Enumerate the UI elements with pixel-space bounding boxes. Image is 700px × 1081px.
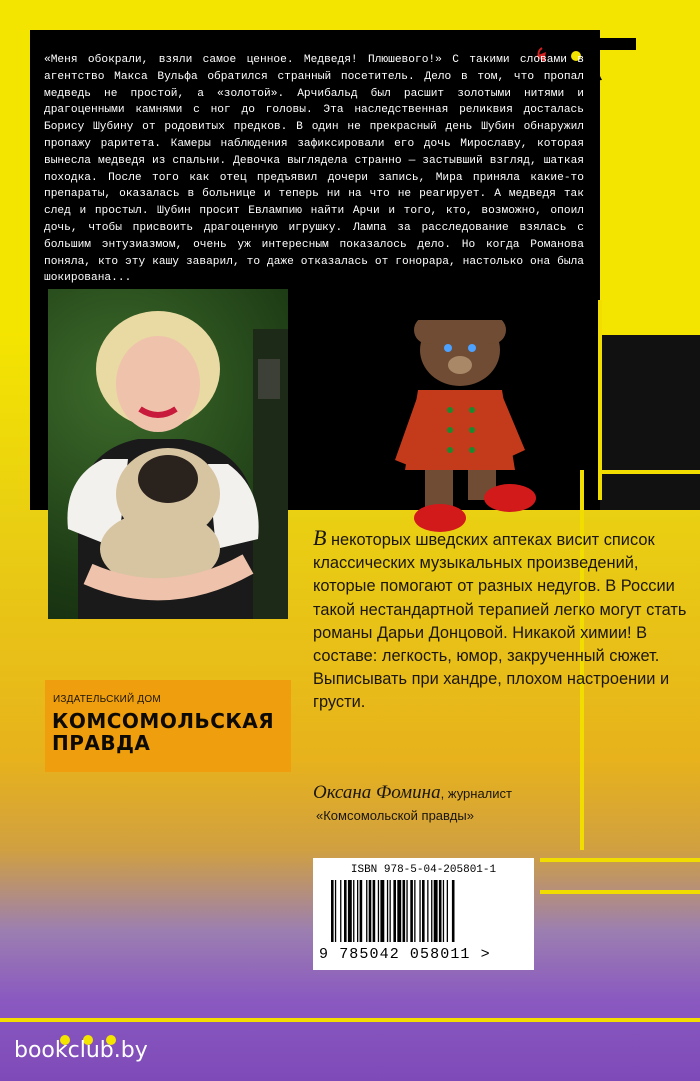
horizontal-stripe bbox=[540, 858, 700, 862]
horizontal-stripe bbox=[540, 890, 700, 894]
quote-dropcap: В bbox=[313, 525, 327, 550]
publisher-name-line1: КОМСОМОЛЬСКАЯ bbox=[52, 709, 275, 733]
black-accent-block bbox=[600, 335, 700, 510]
review-quote bbox=[313, 526, 693, 715]
isbn-number: ISBN 978-5-04-205801-1 bbox=[350, 864, 497, 876]
publisher-logo bbox=[45, 680, 291, 772]
barcode-digits: 9 785042 058011 > bbox=[319, 946, 491, 963]
publisher-name bbox=[52, 710, 274, 754]
quote-author-role: , журналист bbox=[440, 786, 512, 801]
site-watermark: bookclub.by bbox=[14, 1038, 148, 1063]
author-photo bbox=[48, 289, 288, 619]
horizontal-stripe bbox=[600, 470, 700, 474]
synopsis-text: «Меня обокрали, взяли самое ценное. Медведя! Плюшевого!» С такими словами в агентство Макса Вульфа обратился странный посетитель. Дело в том, что пропал медведь не простой, а «золотой». Арчибальд был расшит золотыми нитями и драгоценными камнями с ног до головы. Эта наследственная реликвия досталась Борису Шубину от родовитых предков. В один не прекрасный день Шубин обнаружил пропажу раритета. Камеры наблюдения зафиксировали его дочь Мирославу, которая вынесла медведя из спальни. Девочка выглядела странно — застывший взгляд, шаткая походка. После того как отец предъявил дочери запись, Мира приняла какие-то препараты, оказалась в больнице и теперь ни на что не реагирует. А медведя так след и простыл. Шубин просит Евлампию найти Арчи и того, кто, возможно, опоил дочь, чтобы присвоить драгоценную игрушку. Лампа за расследование взялась с большим энтузиазмом, очень уж интересным показалось дело. Но когда Романова поняла, кто эту кашу заварил, то даже отказалась от гонорара, настолько она была шокирована... bbox=[44, 54, 584, 285]
quote-author-publication: «Комсомольской правды» bbox=[316, 808, 474, 823]
publisher-name-line2: ПРАВДА bbox=[52, 731, 151, 755]
horizontal-stripe bbox=[0, 1018, 700, 1022]
publisher-label: ИЗДАТЕЛЬСКИЙ ДОМ bbox=[53, 694, 161, 705]
quote-author-name: Оксана Фомина bbox=[313, 782, 441, 803]
isbn-barcode bbox=[313, 858, 534, 970]
quote-author bbox=[313, 782, 693, 804]
quote-text: некоторых шведских аптеках висит список классических музыкальных произведений, которые помогают от разных недугов. В России такой нестандартной терапией легко могут стать романы Дарьи Донцовой. Никакой химии! В составе: легкость, юмор, закрученный сюжет. Выписывать при хандре, плохом настроении и грусти. bbox=[313, 531, 687, 712]
barcode-bars bbox=[329, 880, 519, 944]
teddy-bear-illustration bbox=[320, 320, 570, 540]
